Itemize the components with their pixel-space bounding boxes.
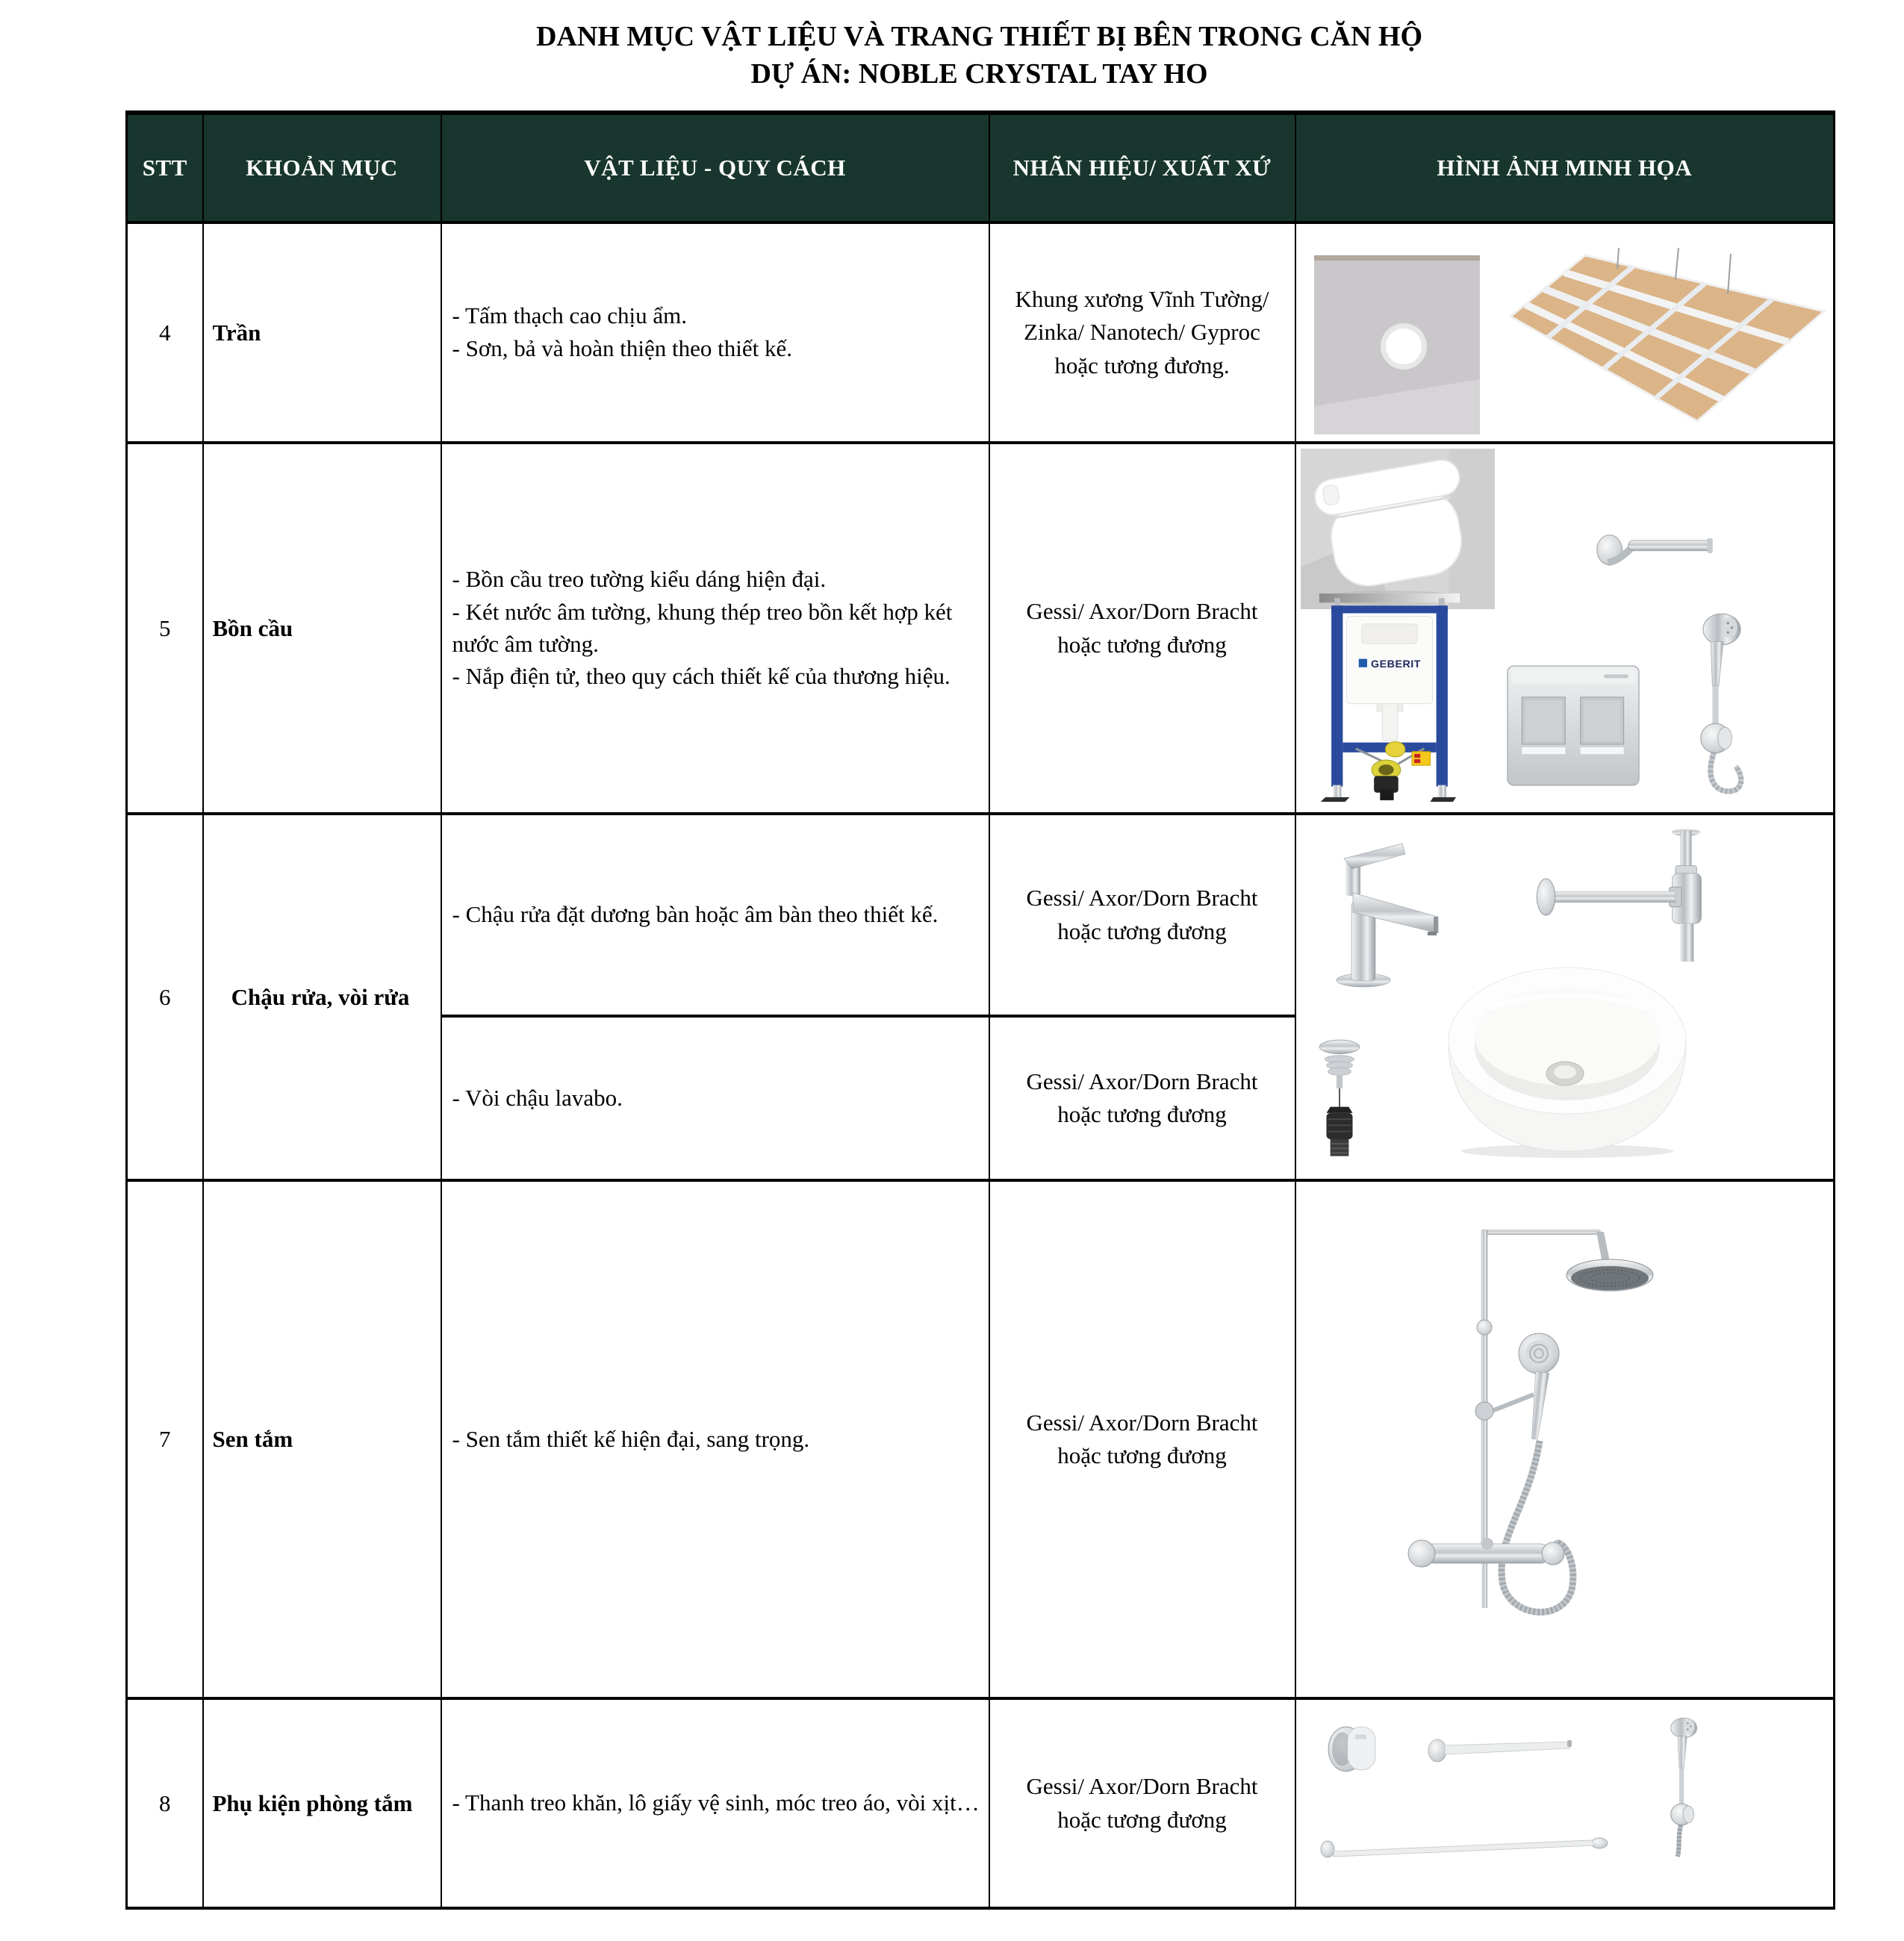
header-vat-lieu: VẬT LIỆU - QUY CÁCH (441, 113, 989, 222)
specs-cell (441, 1016, 989, 1180)
spec-line: - Sen tắm thiết kế hiện đại, sang trọng. (452, 1425, 810, 1452)
brand-cell: Gessi/ Axor/Dorn Bracht hoặc tương đương (989, 1698, 1295, 1908)
toilet-paper-holder-photo-icon (1595, 526, 1722, 570)
gypsum-ceiling-panel-photo-icon (1314, 255, 1480, 434)
stt-cell: 4 (127, 222, 203, 443)
stt-cell: 8 (127, 1698, 203, 1908)
images-cell (1295, 814, 1835, 1180)
images-wrap (1296, 815, 1834, 1179)
table-header-row (127, 113, 1835, 222)
spec-line: - Chậu rửa đặt dương bàn hoặc âm bàn theo thiết kế. (452, 901, 939, 928)
specs-cell (441, 222, 989, 443)
item-cell: Phụ kiện phòng tắm (203, 1698, 441, 1908)
table-row-toilet (127, 443, 1835, 814)
item-cell: Bồn cầu (203, 443, 441, 814)
specs-cell (441, 1698, 989, 1908)
shower-column-photo-icon (1386, 1215, 1699, 1663)
item-cell: Sen tắm (203, 1180, 441, 1698)
spec-line: - Thanh treo khăn, lô giấy vệ sinh, móc treo áo, vòi xịt… (452, 1789, 980, 1816)
title-line-1: DANH MỤC VẬT LIỆU VÀ TRANG THIẾT BỊ BÊN TRONG CĂN HỘ (535, 21, 1423, 52)
materials-spec-table (125, 110, 1835, 1910)
header-hinh-anh: HÌNH ẢNH MINH HỌA (1295, 113, 1835, 222)
chrome-bottle-trap-photo-icon (1526, 827, 1720, 969)
geberit-logo-text: GEBERIT (1370, 658, 1421, 670)
pop-up-drain-photo-icon (1316, 1039, 1363, 1166)
chrome-flush-plate-photo-icon (1507, 664, 1640, 788)
brand-cell: Gessi/ Axor/Dorn Bracht hoặc tương đương (989, 1180, 1295, 1698)
round-countertop-basin-photo-icon (1444, 963, 1690, 1161)
images-cell (1295, 1180, 1835, 1698)
document-title (125, 18, 1833, 93)
stt-cell: 7 (127, 1180, 203, 1698)
header-nhan-hieu: NHÃN HIỆU/ XUẤT XỨ (989, 113, 1295, 222)
spec-line: - Tấm thạch cao chịu ẩm. (452, 302, 687, 329)
specs-cell (441, 443, 989, 814)
geberit-concealed-cistern-photo-icon (1319, 593, 1460, 803)
header-khoan-muc: KHOẢN MỤC (203, 113, 441, 222)
stt-cell: 6 (127, 814, 203, 1180)
header-stt: STT (127, 113, 203, 222)
robe-hook-photo-icon (1326, 1722, 1380, 1776)
images-wrap (1296, 444, 1834, 812)
item-cell: Trần (203, 222, 441, 443)
images-cell (1295, 1698, 1835, 1908)
brand-cell: Gessi/ Axor/Dorn Bracht hoặc tương đương (989, 1016, 1295, 1180)
basin-faucet-photo-icon (1325, 821, 1448, 989)
brand-cell: Gessi/ Axor/Dorn Bracht hoặc tương đương (989, 443, 1295, 814)
table-row-accessories (127, 1698, 1835, 1908)
title-line-2: DỰ ÁN: NOBLE CRYSTAL TAY HO (750, 58, 1208, 90)
paper-holder-bar-photo-icon (1427, 1736, 1576, 1766)
brand-cell: Khung xương Vĩnh Tường/ Zinka/ Nanotech/ Gyproc hoặc tương đương. (989, 222, 1295, 443)
wall-hung-toilet-photo-icon (1301, 449, 1495, 609)
specs-cell (441, 1180, 989, 1698)
table-row-basin-sub1 (127, 814, 1835, 1016)
images-wrap (1296, 224, 1834, 441)
images-wrap (1296, 1700, 1834, 1907)
spec-line: - Nắp điện tử, theo quy cách thiết kế của thương hiệu. (452, 663, 951, 690)
spec-line: - Két nước âm tường, khung thép treo bồn kết hợp két nước âm tường. (452, 598, 953, 657)
table-row-ceiling (127, 222, 1835, 443)
towel-bar-photo-icon (1320, 1836, 1613, 1860)
spec-line: - Sơn, bả và hoàn thiện theo thiết kế. (452, 335, 792, 361)
specs-cell (441, 814, 989, 1016)
spec-line: - Bồn cầu treo tường kiểu dáng hiện đại. (452, 565, 827, 592)
spec-line: - Vòi chậu lavabo. (452, 1084, 623, 1111)
images-cell (1295, 222, 1835, 443)
images-cell (1295, 443, 1835, 814)
brand-cell: Gessi/ Axor/Dorn Bracht hoặc tương đương (989, 814, 1295, 1016)
bidet-sprayer-hose-photo-icon (1649, 1716, 1710, 1858)
images-wrap (1296, 1182, 1834, 1697)
item-cell: Chậu rửa, vòi rửa (203, 814, 441, 1180)
ceiling-steel-frame-3d-photo-icon (1507, 248, 1828, 423)
bidet-sprayer-photo-icon (1673, 612, 1755, 795)
table-row-shower (127, 1180, 1835, 1698)
stt-cell: 5 (127, 443, 203, 814)
